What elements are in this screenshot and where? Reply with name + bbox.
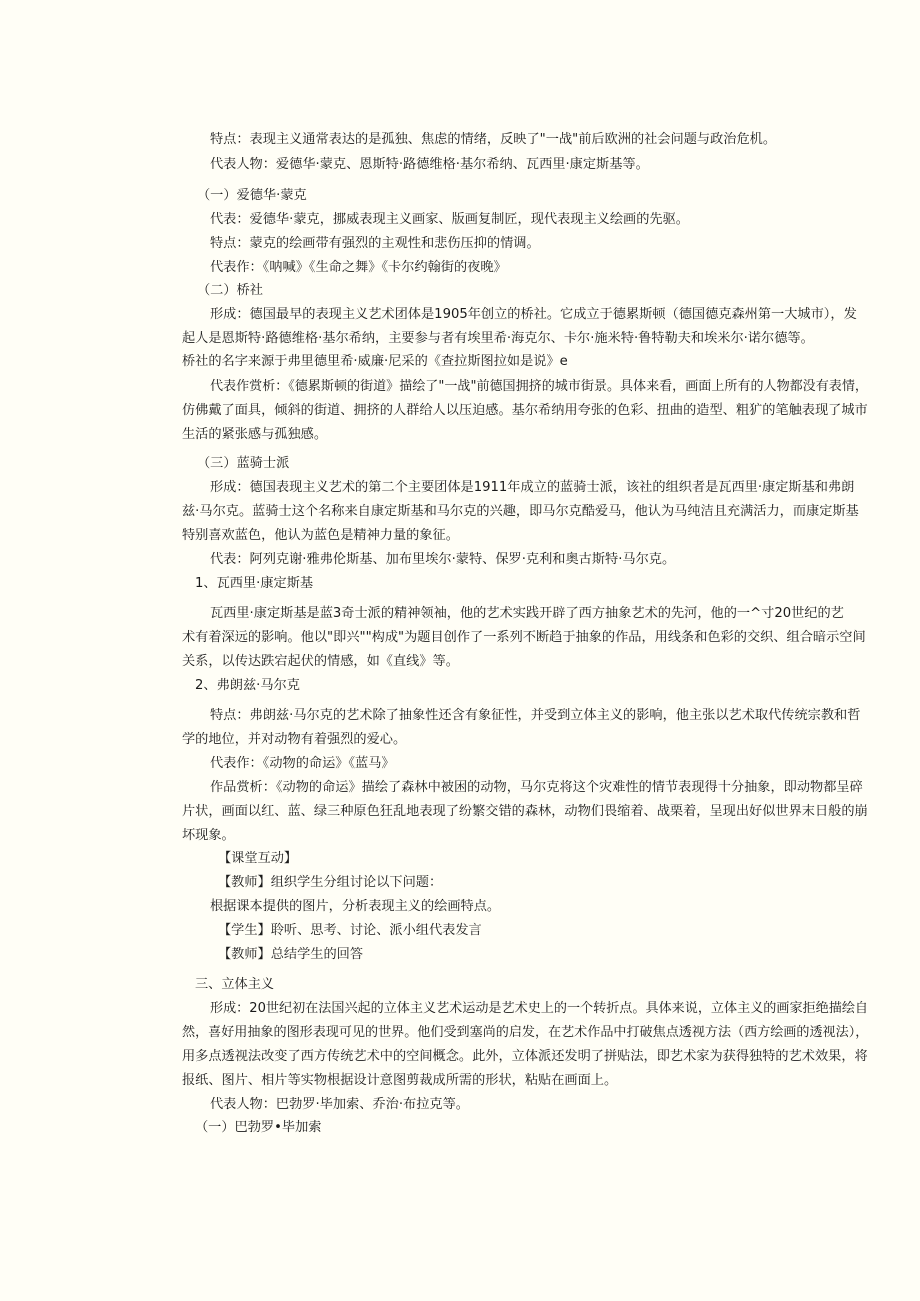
text-line: 作品赏析：《动物的命运》描绘了森林中被困的动物，马尔克将这个灾难性的情节表现得十分抽象，即动物都呈碎 xyxy=(210,780,863,795)
section-heading: 三、立体主义 xyxy=(195,977,275,992)
text-line: 特点：蒙克的绘画带有强烈的主观性和悲伤压抑的情调。 xyxy=(210,236,540,251)
text-line: 根据课本提供的图片，分析表现主义的绘画特点。 xyxy=(210,899,501,914)
text-line: 片状，画面以红、蓝、绿三种原色狂乱地表现了纷繁交错的森林，动物们畏缩着、战栗着，呈现出好似世界末日般的崩 xyxy=(182,804,868,819)
text-line: 瓦西里·康定斯基是蓝3奇士派的精神领袖，他的艺术实践开辟了西方抽象艺术的先河，他的一^寸20世纪的艺 xyxy=(210,606,844,621)
text-line: 特点：弗朗兹·马尔克的艺术除了抽象性还含有象征性，并受到立体主义的影响，他主张以艺术取代传统宗教和哲 xyxy=(210,708,861,723)
text-line: 形成：德国最早的表现主义艺术团体是1905年创立的桥社。它成立于德累斯顿（德国德克森州第一大城市），发 xyxy=(210,307,857,322)
section-heading: （一）爱德华·蒙克 xyxy=(197,188,307,203)
text-line: 然，喜好用抽象的图形表现可见的世界。他们受到塞尚的启发，在艺术作品中打破焦点透视方法（西方绘画的透视法）， xyxy=(182,1025,869,1040)
text-line: 代表作赏析：《德累斯顿的街道》描绘了"一战"前德国拥挤的城市街景。具体来看，画面上所有的人物都没有表情， xyxy=(210,379,868,394)
text-line: 起人是恩斯特·路德维格·基尔希纳，主要参与者有埃里希·海克尔、卡尔·施米特·鲁特勒夫和埃米尔·诺尔德等。 xyxy=(182,331,814,346)
text-line: 报纸、图片、相片等实物根据设计意图剪裁成所需的形状，粘贴在画面上。 xyxy=(182,1073,618,1088)
text-line: 形成：德国表现主义艺术的第二个主要团体是1911年成立的蓝骑士派，该社的组织者是瓦西里·康定斯基和弗朗 xyxy=(210,480,855,495)
text-line: 用多点透视法改变了西方传统艺术中的空间概念。此外，立体派还发明了拼贴法，即艺术家为获得独特的艺术效果，将 xyxy=(182,1049,868,1064)
text-line: 生活的紧张感与孤独感。 xyxy=(182,427,328,442)
text-line: 兹·马尔克。蓝骑士这个名称来自康定斯基和马尔克的兴趣，即马尔克酷爱马，他认为马纯洁且充满活力，而康定斯基 xyxy=(182,504,859,519)
subsection-heading: 2、弗朗兹·马尔克 xyxy=(195,678,300,693)
text-line: 特点：表现主义通常表达的是孤独、焦虑的情绪，反映了"一战"前后欧洲的社会问题与政治危机。 xyxy=(210,132,777,147)
text-line: 代表作：《呐喊》《生命之舞》《卡尔约翰街的夜晚》 xyxy=(210,260,507,275)
text-line: 【教师】总结学生的回答 xyxy=(218,947,364,962)
text-line: 桥社的名字来源于弗里德里希·威廉·尼采的《查拉斯图拉如是说》e xyxy=(182,354,568,369)
text-line: 代表人物：巴勃罗·毕加索、乔治·布拉克等。 xyxy=(210,1097,469,1112)
text-line: 【学生】聆听、思考、讨论、派小组代表发言 xyxy=(218,923,482,938)
text-line: 坏现象。 xyxy=(182,828,235,843)
text-line: 学的地位，并对动物有着强烈的爱心。 xyxy=(182,732,407,747)
text-line: 特别喜欢蓝色，他认为蓝色是精神力量的象征。 xyxy=(182,528,459,543)
text-line: 代表：阿列克谢·雅弗伦斯基、加布里埃尔·蒙特、保罗·克利和奥古斯特·马尔克。 xyxy=(210,552,676,567)
section-heading: （一）巴勃罗•毕加索 xyxy=(195,1120,322,1135)
text-line: 【教师】组织学生分组讨论以下问题： xyxy=(218,875,443,890)
classroom-interaction-heading: 【课堂互动】 xyxy=(218,851,298,866)
text-line: 代表作：《动物的命运》《蓝马》 xyxy=(210,756,395,771)
section-heading: （三）蓝骑士派 xyxy=(197,456,290,471)
text-line: 代表：爱德华·蒙克，挪威表现主义画家、版画复制匠，现代表现主义绘画的先驱。 xyxy=(210,212,689,227)
text-line: 形成：20世纪初在法国兴起的立体主义艺术运动是艺术史上的一个转折点。具体来说，立体主义的画家拒绝描绘自 xyxy=(210,1001,868,1016)
section-heading: （二）桥社 xyxy=(197,283,263,298)
text-line: 术有着深远的影响。他以"即兴""构成"为题目创作了一系列不断趋于抽象的作品，用线条和色彩的交织、组合暗示空间 xyxy=(182,630,866,645)
text-line: 仿佛戴了面具，倾斜的街道、拥挤的人群给人以压迫感。基尔希纳用夸张的色彩、扭曲的造型、粗犷的笔触表现了城市 xyxy=(182,403,868,418)
subsection-heading: 1、瓦西里·康定斯基 xyxy=(195,576,314,591)
text-line: 代表人物：爱德华·蒙克、恩斯特·路德维格·基尔希纳、瓦西里·康定斯基等。 xyxy=(210,157,649,172)
text-line: 关系，以传达跌宕起伏的情感，如《直线》等。 xyxy=(182,654,459,669)
